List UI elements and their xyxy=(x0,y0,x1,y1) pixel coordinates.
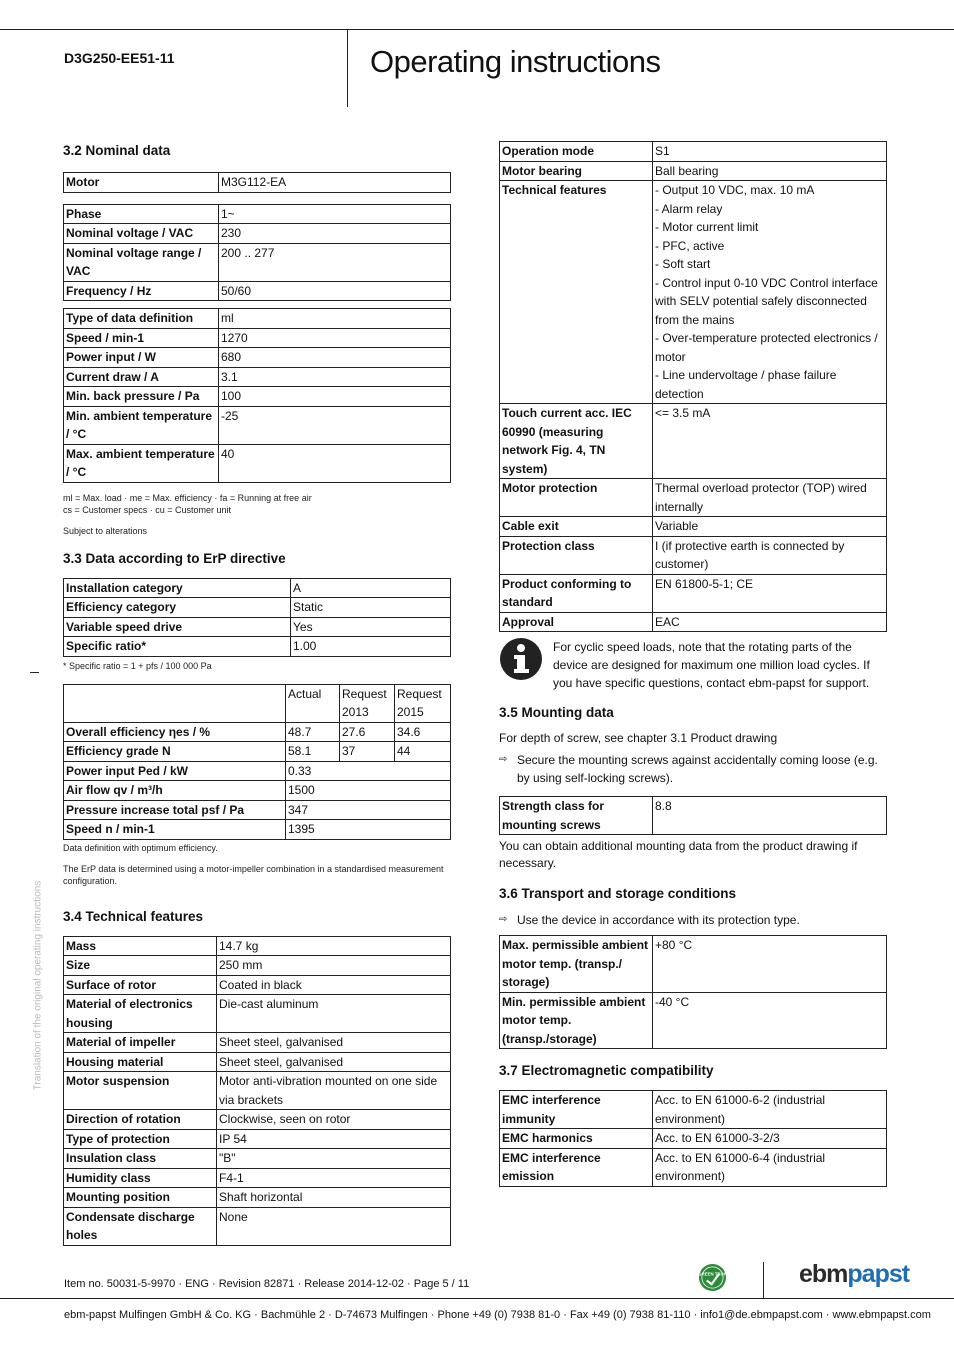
row-label: Technical features xyxy=(500,181,653,404)
row-label: Type of protection xyxy=(64,1129,217,1149)
table-row xyxy=(500,142,887,162)
row-value: "B" xyxy=(217,1149,451,1169)
row-value: F4-1 xyxy=(217,1168,451,1188)
row-label: Nominal voltage / VAC xyxy=(64,224,219,244)
row-label: Protection class xyxy=(500,536,653,574)
table-row xyxy=(64,995,451,1033)
table-row xyxy=(64,1072,451,1110)
table-row xyxy=(500,161,887,181)
table-row xyxy=(64,578,451,598)
row-value: 1270 xyxy=(219,328,451,348)
column-header: Actual xyxy=(286,684,340,722)
row-value: 34.6 xyxy=(395,722,451,742)
row-value: None xyxy=(217,1207,451,1245)
row-label: Operation mode xyxy=(500,142,653,162)
column-header xyxy=(64,684,286,722)
arrow-bullet-icon: ⇨ xyxy=(499,754,508,765)
section-heading: 3.3 Data according to ErP directive xyxy=(63,550,286,566)
table-row xyxy=(64,1052,451,1072)
row-value: EN 61800-5-1; CE xyxy=(653,574,887,612)
table-row xyxy=(64,800,451,820)
table-row xyxy=(500,479,887,517)
table-row xyxy=(64,309,451,329)
table-row xyxy=(500,536,887,574)
row-value: Die-cast aluminum xyxy=(217,995,451,1033)
table-row xyxy=(64,224,451,244)
row-value: Motor anti-vibration mounted on one side via brackets xyxy=(217,1072,451,1110)
table-row xyxy=(500,612,887,632)
row-value: Clockwise, seen on rotor xyxy=(217,1110,451,1130)
row-label: Min. back pressure / Pa xyxy=(64,387,219,407)
mounting-bullet xyxy=(499,751,887,787)
erp-note: The ErP data is determined using a motor-impeller combination in a standardised measurement configuration. xyxy=(63,863,444,886)
table-row xyxy=(64,1207,451,1245)
table-row xyxy=(64,406,451,444)
row-value: 58.1 xyxy=(286,742,340,762)
row-label: Specific ratio* xyxy=(64,637,291,657)
table-row xyxy=(64,975,451,995)
row-label: EMC interference immunity xyxy=(500,1091,653,1129)
table-row xyxy=(64,1033,451,1053)
column-header: Request 2015 xyxy=(395,684,451,722)
row-label: Power input Ped / kW xyxy=(64,761,286,781)
row-label: Pressure increase total psf / Pa xyxy=(64,800,286,820)
row-value: Yes xyxy=(291,617,451,637)
side-note: Translation of the original operating instructions xyxy=(32,880,44,1091)
row-label: Surface of rotor xyxy=(64,975,217,995)
header-separator xyxy=(347,30,348,107)
row-value: -40 °C xyxy=(653,992,887,1049)
table-row xyxy=(500,936,887,993)
info-box xyxy=(499,638,887,692)
row-value: 44 xyxy=(395,742,451,762)
table-row xyxy=(500,574,887,612)
table-row xyxy=(500,181,887,404)
row-label: Max. ambient temperature / °C xyxy=(64,444,219,482)
row-value: - Output 10 VDC, max. 10 mA - Alarm relay - Motor current limit - PFC, active - Soft start - Control input 0-10 VDC Control interface with SELV potential safely disconnected from the mains - Over-temperature protected electronics / motor - Line undervoltage / phase failure detection xyxy=(653,181,887,404)
mounting-table xyxy=(499,796,887,835)
row-label: Frequency / Hz xyxy=(64,281,219,301)
table-row xyxy=(500,517,887,537)
table-row xyxy=(64,1110,451,1130)
table-row xyxy=(64,820,451,840)
row-label: Efficiency category xyxy=(64,598,291,618)
table-row xyxy=(64,781,451,801)
row-value: I (if protective earth is connected by customer) xyxy=(653,536,887,574)
row-label: Insulation class xyxy=(64,1149,217,1169)
row-label: Motor suspension xyxy=(64,1072,217,1110)
column-header: Request 2013 xyxy=(340,684,395,722)
table-row xyxy=(64,742,451,762)
footer-address: ebm-papst Mulfingen GmbH & Co. KG · Bachmühle 2 · D-74673 Mulfingen · Phone +49 (0) 7938 81-0 · Fax +49 (0) 7938 81-110 · info1@de.ebmpapst.com · www.ebmpapst.com xyxy=(64,1309,931,1321)
row-value: 0.33 xyxy=(286,761,451,781)
row-label: Motor protection xyxy=(500,479,653,517)
row-label: Mounting position xyxy=(64,1188,217,1208)
info-icon xyxy=(499,637,543,681)
arrow-bullet-icon: ⇨ xyxy=(499,914,508,925)
transport-table xyxy=(499,935,887,1049)
header-top-rule xyxy=(0,29,954,30)
table-row xyxy=(64,387,451,407)
alterations-note: Subject to alterations xyxy=(63,525,148,536)
electrical-table xyxy=(63,204,451,302)
section-heading: 3.4 Technical features xyxy=(63,908,204,924)
row-value: 50/60 xyxy=(219,281,451,301)
row-value: 250 mm xyxy=(217,956,451,976)
mounting-after: You can obtain additional mounting data from the product drawing if necessary. xyxy=(499,839,858,870)
row-value: 37 xyxy=(340,742,395,762)
nominal-note: cs = Customer specs · cu = Customer unit xyxy=(63,504,232,515)
table-row xyxy=(64,444,451,482)
row-value: IP 54 xyxy=(217,1129,451,1149)
nominal-note: ml = Max. load · me = Max. efficiency · fa = Running at free air xyxy=(63,492,312,503)
row-value: Sheet steel, galvanised xyxy=(217,1033,451,1053)
footer-rule xyxy=(0,1298,954,1299)
row-value: Acc. to EN 61000-6-4 (industrial environment) xyxy=(653,1148,887,1186)
table-row xyxy=(64,637,451,657)
row-label: Installation category xyxy=(64,578,291,598)
row-value: 1395 xyxy=(286,820,451,840)
row-label: Motor xyxy=(64,173,219,193)
row-label: Condensate discharge holes xyxy=(64,1207,217,1245)
row-label: Size xyxy=(64,956,217,976)
row-label: EMC interference emission xyxy=(500,1148,653,1186)
row-value: S1 xyxy=(653,142,887,162)
section-heading: 3.2 Nominal data xyxy=(63,143,171,158)
table-row xyxy=(500,797,887,835)
row-label: Phase xyxy=(64,204,219,224)
row-value: 48.7 xyxy=(286,722,340,742)
row-label: Power input / W xyxy=(64,348,219,368)
section-heading: 3.5 Mounting data xyxy=(499,705,614,720)
row-label: Nominal voltage range / VAC xyxy=(64,243,219,281)
specific-ratio-footnote: * Specific ratio = 1 + pfs / 100 000 Pa xyxy=(63,660,212,671)
table-row xyxy=(64,173,451,193)
table-row xyxy=(64,598,451,618)
table-row xyxy=(64,722,451,742)
info-note: For cyclic speed loads, note that the rotating parts of the device are designed for maximum one million load cycles. If you have specific questions, contact ebm-papst for support. xyxy=(553,640,870,690)
row-value: EAC xyxy=(653,612,887,632)
row-value: Shaft horizontal xyxy=(217,1188,451,1208)
row-value: 27.6 xyxy=(340,722,395,742)
row-value: Thermal overload protector (TOP) wired internally xyxy=(653,479,887,517)
table-row xyxy=(500,1148,887,1186)
badge-text: GREEN TECH xyxy=(698,1271,727,1277)
technical-features-table xyxy=(63,936,451,1246)
nominal-data-table xyxy=(63,308,451,483)
row-value: Variable xyxy=(653,517,887,537)
row-value: Acc. to EN 61000-6-2 (industrial environment) xyxy=(653,1091,887,1129)
row-value: 347 xyxy=(286,800,451,820)
row-label: Product conforming to standard xyxy=(500,574,653,612)
table-row xyxy=(64,1168,451,1188)
table-row xyxy=(500,1091,887,1129)
row-value: Static xyxy=(291,598,451,618)
table-row xyxy=(64,281,451,301)
row-label: Mass xyxy=(64,936,217,956)
table-row xyxy=(64,956,451,976)
erp-note: Data definition with optimum efficiency. xyxy=(63,842,218,853)
row-label: Motor bearing xyxy=(500,161,653,181)
row-value: Ball bearing xyxy=(653,161,887,181)
bullet-text: Use the device in accordance with its protection type. xyxy=(517,913,800,927)
table-row xyxy=(64,1149,451,1169)
row-label: Min. ambient temperature / °C xyxy=(64,406,219,444)
row-value: A xyxy=(291,578,451,598)
table-row xyxy=(64,761,451,781)
row-label: Speed / min-1 xyxy=(64,328,219,348)
row-label: Material of impeller xyxy=(64,1033,217,1053)
row-value: Coated in black xyxy=(217,975,451,995)
row-label: Strength class for mounting screws xyxy=(500,797,653,835)
row-label: Min. permissible ambient motor temp. (transp./storage) xyxy=(500,992,653,1049)
emc-table xyxy=(499,1090,887,1187)
model-number: D3G250-EE51-11 xyxy=(64,50,175,66)
row-value: 230 xyxy=(219,224,451,244)
row-label: Cable exit xyxy=(500,517,653,537)
row-value: 680 xyxy=(219,348,451,368)
row-label: Type of data definition xyxy=(64,309,219,329)
mounting-intro: For depth of screw, see chapter 3.1 Product drawing xyxy=(499,731,778,745)
logo-papst: papst xyxy=(847,1260,910,1288)
row-value: Sheet steel, galvanised xyxy=(217,1052,451,1072)
row-value: <= 3.5 mA xyxy=(653,404,887,479)
row-value: ml xyxy=(219,309,451,329)
table-row xyxy=(500,1129,887,1149)
table-row xyxy=(64,367,451,387)
table-row xyxy=(64,617,451,637)
table-row xyxy=(64,348,451,368)
transport-bullet xyxy=(499,911,887,929)
row-value: 3.1 xyxy=(219,367,451,387)
row-label: EMC harmonics xyxy=(500,1129,653,1149)
table-row xyxy=(64,243,451,281)
row-value: 1500 xyxy=(286,781,451,801)
row-value: +80 °C xyxy=(653,936,887,993)
section-heading: 3.7 Electromagnetic compatibility xyxy=(499,1063,714,1078)
erp-efficiency-table xyxy=(63,684,451,840)
page-title: Operating instructions xyxy=(370,44,661,79)
greentech-badge-icon xyxy=(698,1263,727,1292)
right-column xyxy=(499,141,887,1187)
table-row xyxy=(500,404,887,479)
row-value: 1.00 xyxy=(291,637,451,657)
row-label: Housing material xyxy=(64,1052,217,1072)
logo-separator xyxy=(763,1262,764,1298)
row-label: Current draw / A xyxy=(64,367,219,387)
row-label: Speed n / min-1 xyxy=(64,820,286,840)
table-row xyxy=(64,1129,451,1149)
row-label: Efficiency grade N xyxy=(64,742,286,762)
row-value: 8.8 xyxy=(653,797,887,835)
row-label: Approval xyxy=(500,612,653,632)
row-label: Variable speed drive xyxy=(64,617,291,637)
table-row xyxy=(64,328,451,348)
row-label: Air flow qv / m³/h xyxy=(64,781,286,801)
row-label: Overall efficiency ηes / % xyxy=(64,722,286,742)
row-label: Direction of rotation xyxy=(64,1110,217,1130)
row-label: Touch current acc. IEC 60990 (measuring network Fig. 4, TN system) xyxy=(500,404,653,479)
row-value: M3G112-EA xyxy=(219,173,451,193)
margin-mark xyxy=(30,672,39,673)
row-value: 200 .. 277 xyxy=(219,243,451,281)
logo-ebm: ebm xyxy=(799,1260,848,1288)
row-value: 40 xyxy=(219,444,451,482)
table-row xyxy=(64,1188,451,1208)
row-value: Acc. to EN 61000-3-2/3 xyxy=(653,1129,887,1149)
row-label: Humidity class xyxy=(64,1168,217,1188)
bullet-text: Secure the mounting screws against accidentally coming loose (e.g. by using self-locking screws). xyxy=(517,753,878,785)
table-row xyxy=(64,204,451,224)
row-value: 1~ xyxy=(219,204,451,224)
row-value: 14.7 kg xyxy=(217,936,451,956)
operation-table xyxy=(499,141,887,632)
erp-category-table xyxy=(63,578,451,657)
row-value: -25 xyxy=(219,406,451,444)
left-column xyxy=(63,143,451,1246)
row-value: 100 xyxy=(219,387,451,407)
footer-item-line: Item no. 50031-5-9970 · ENG · Revision 82871 · Release 2014-12-02 · Page 5 / 11 xyxy=(64,1278,470,1290)
section-heading: 3.6 Transport and storage conditions xyxy=(499,886,737,901)
row-label: Max. permissible ambient motor temp. (transp./ storage) xyxy=(500,936,653,993)
company-logo xyxy=(799,1260,909,1289)
row-label: Material of electronics housing xyxy=(64,995,217,1033)
motor-table xyxy=(63,172,451,193)
table-row xyxy=(64,936,451,956)
table-header-row xyxy=(64,684,451,722)
table-row xyxy=(500,992,887,1049)
